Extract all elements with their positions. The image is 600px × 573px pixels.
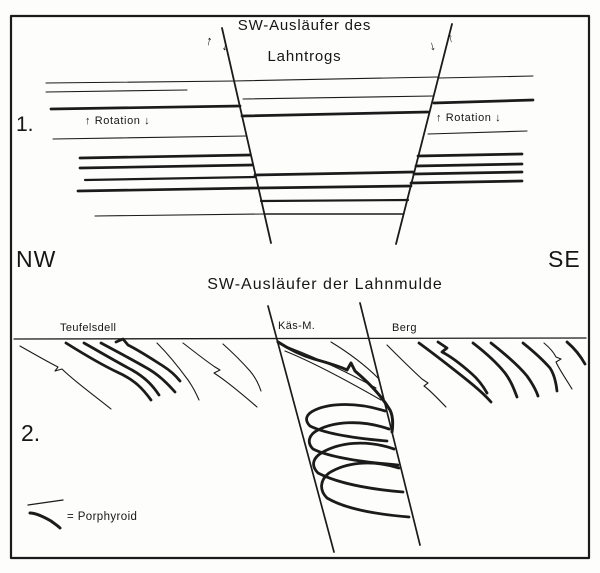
s2-nw-thin-2 <box>157 343 199 400</box>
s1-graben-layer-5 <box>258 186 411 188</box>
legend-label: = Porphyroid <box>67 511 138 523</box>
s2-nw-thin-1 <box>20 346 111 409</box>
s1-graben-layer-6 <box>261 200 408 201</box>
section1-index: 1. <box>16 113 34 136</box>
s1-graben-layer-4 <box>255 172 413 175</box>
rotation-label-left: ↑ Rotation ↓ <box>85 115 151 127</box>
s1-se-layer-4 <box>418 154 522 156</box>
s2-surface-line <box>14 338 586 339</box>
s2-fold-hook-3 <box>314 443 403 492</box>
s1-se-layer-5 <box>416 164 522 166</box>
fault-right-up-arrow-icon: ↑ <box>445 29 456 46</box>
s1-graben-layer-3 <box>242 112 428 116</box>
s2-graben-thin-2 <box>285 351 381 400</box>
s1-nw-layer-9 <box>95 214 264 216</box>
s1-nw-layer-3 <box>51 106 240 109</box>
section2-title: SW-Ausläufer der Lahnmulde <box>207 276 443 293</box>
s1-se-layer-3 <box>428 131 527 134</box>
fault-left-up-arrow-icon: ↑ <box>204 32 214 49</box>
s1-nw-layer-7 <box>85 177 255 180</box>
section1-title-line1: SW-Ausläufer des <box>237 17 372 34</box>
section1-title-line2: Lahntrogs <box>267 48 342 65</box>
s1-se-layer-2 <box>434 100 533 103</box>
legend-thick-curve <box>30 513 60 528</box>
s1-nw-layer-4 <box>53 136 246 139</box>
s1-graben-layer-2 <box>243 96 433 99</box>
s2-se-thick-6 <box>567 342 585 364</box>
s2-nw-thin-3 <box>183 343 257 407</box>
s1-se-layer-1 <box>439 76 533 78</box>
s1-graben-layer-1 <box>234 77 438 81</box>
s1-nw-layer-6 <box>80 165 252 168</box>
section2-index: 2. <box>21 420 41 446</box>
fault-left-down-arrow-icon: ↓ <box>220 37 230 54</box>
s2-se-thin-1 <box>387 345 446 407</box>
compass-se: SE <box>548 246 581 272</box>
compass-nw: NW <box>16 246 57 272</box>
s1-nw-layer-2 <box>46 90 187 92</box>
place-teufelsdell: Teufelsdell <box>60 322 117 334</box>
legend-thin-line <box>28 500 63 505</box>
place-berg: Berg <box>392 322 417 334</box>
s1-nw-layer-8 <box>78 188 257 191</box>
s1-nw-layer-5 <box>80 155 250 158</box>
s1-nw-layer-1 <box>46 81 235 83</box>
s1-se-layer-6 <box>414 172 522 174</box>
rotation-label-right: ↑ Rotation ↓ <box>436 112 502 124</box>
place-kaes-m: Käs-M. <box>278 320 316 332</box>
fault-right-down-arrow-icon: ↓ <box>427 37 438 54</box>
s2-se-thick-1 <box>419 343 491 402</box>
s1-se-layer-7 <box>411 181 522 183</box>
s2-nw-thick-4 <box>116 339 180 381</box>
